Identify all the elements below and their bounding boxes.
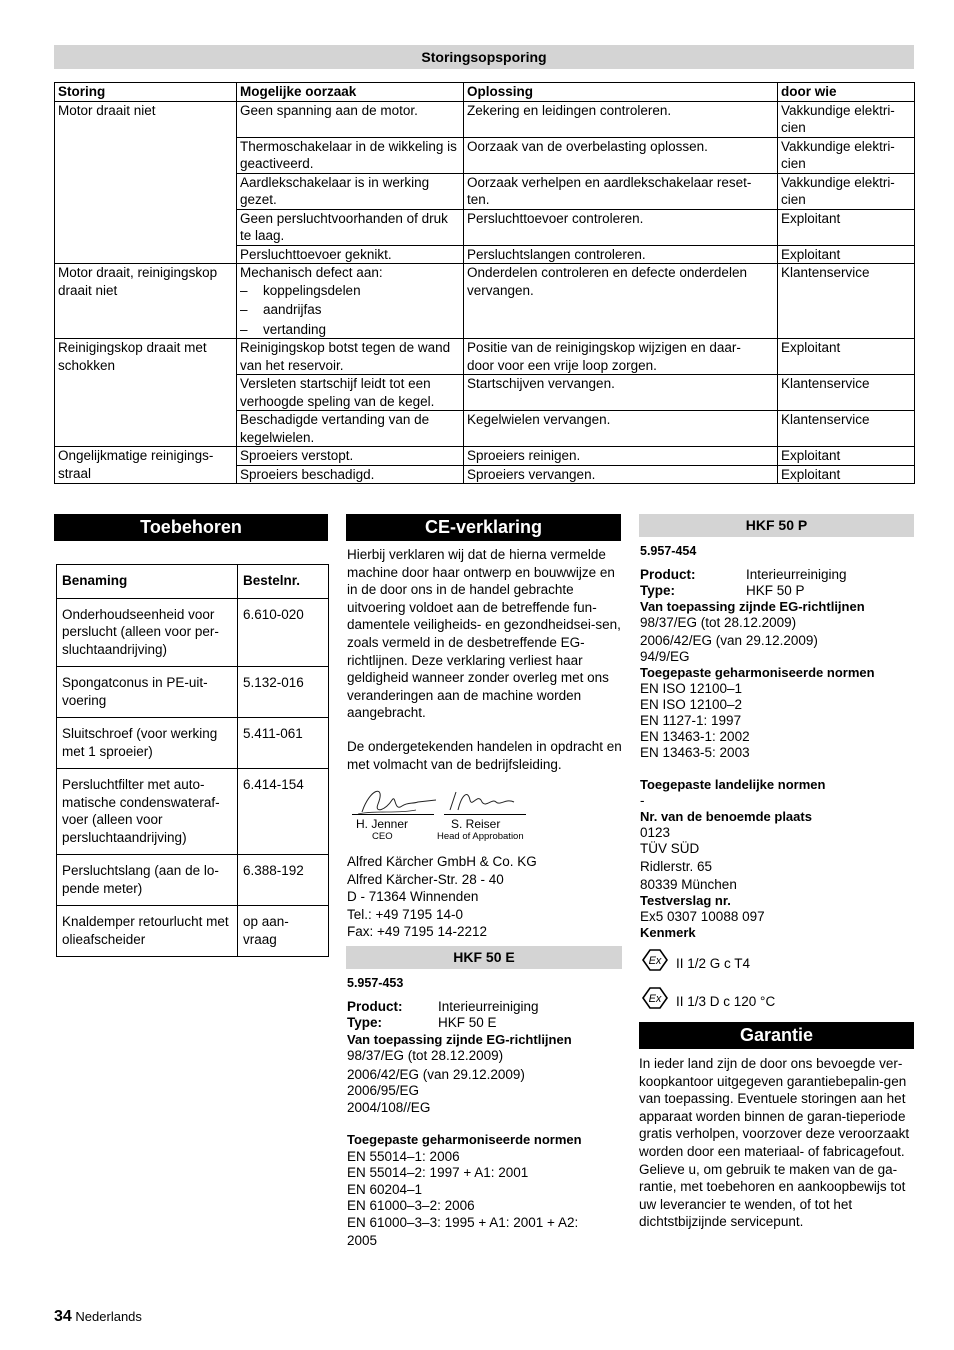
cause-text: Geen persluchtvoorhanden of druk te laag. — [240, 210, 448, 243]
cause-cell — [237, 375, 464, 411]
accessory-name: Persluchtfilter met auto- matische condenswateraf- voer (alleen voor persluchtaandrijving) — [57, 769, 238, 855]
remedy-cell: Kegelwielen vervangen. — [464, 411, 778, 447]
table-row — [55, 339, 915, 375]
ce-column — [347, 546, 622, 773]
footer-language: Nederlands — [75, 1309, 142, 1324]
list-item — [240, 301, 460, 319]
hkf50p-national-label: Toegepaste landelijke normen — [640, 777, 826, 792]
hkf50p-mark-label: Kenmerk — [640, 925, 696, 940]
notified-body-line: Ridlerstr. 65 — [640, 859, 713, 874]
by-cell: Exploitant — [778, 209, 915, 245]
table-row — [55, 447, 915, 466]
address-line: Fax: +49 7195 14-2212 — [347, 924, 487, 940]
cause-cell — [237, 264, 464, 339]
remedy-cell: Oorzaak van de overbelasting oplossen. — [464, 137, 778, 173]
hkf50p-product: Interieurreiniging — [746, 567, 847, 582]
accessory-name: Knaldemper retourlucht met olieafscheider — [57, 906, 238, 957]
warranty-text-claim: Gelieve u, om gebruik te maken van de ga-rantie, met toebehoren en aankoopbewijs tot uw leverancier te wenden, of tot het dichtstbijzijnde servicepunt. — [639, 1161, 906, 1230]
by-cell: Klantenservice — [778, 264, 915, 339]
norm-item: EN 61000–3–2: 2006 — [347, 1198, 475, 1213]
remedy-cell: Startschijven vervangen. — [464, 375, 778, 411]
table-header-row — [57, 565, 329, 599]
table-row — [55, 264, 915, 339]
cause-cell — [237, 465, 464, 484]
hkf50e-norms-label: Toegepaste geharmoniseerde normen — [347, 1132, 582, 1147]
ce-declaration-text: Hierbij verklaren wij dat de hierna vermelde machine door haar ontwerp en bouwwijze en in de door ons in de handel gebrachte uitvoering voldoet aan de betreffende fun-damentele veiligheids- en gezondheidsei-sen, zoals vermeld in de desbetreffende EG-richtlijnen. Deze verklaring verliest haar geldigheid wanneer zonder overleg met ons veranderingen aan de machine worden aangebracht. — [347, 547, 621, 721]
accessory-number: 5.132-016 — [238, 667, 329, 718]
header-fault: Storing — [55, 83, 237, 102]
accessory-name: Spongatconus in PE-uit- voering — [57, 667, 238, 718]
norm-item: EN ISO 12100–1 — [640, 681, 743, 696]
hkf50p-report: Ex5 0307 10088 097 — [640, 909, 765, 924]
cause-text: Thermoschakelaar in de wikkeling is geactiveerd. — [240, 138, 457, 171]
hkf50p-directives-label: Van toepassing zijnde EG-richtlijnen — [640, 599, 865, 614]
notified-body-line: 80339 München — [640, 877, 737, 892]
norm-item: EN 55014–1: 2006 — [347, 1148, 460, 1164]
by-cell: Exploitant — [778, 339, 915, 375]
ex-mark-icon — [640, 948, 670, 972]
norm-item: EN 1127-1: 1997 — [640, 713, 742, 728]
cause-cell — [237, 101, 464, 137]
remedy-cell: Onderdelen controleren en defecte onderdelen vervangen. — [464, 264, 778, 339]
header-order-number: Bestelnr. — [238, 565, 329, 599]
hkf50p-column — [640, 543, 914, 1010]
signature-jenner-role: CEO — [372, 831, 393, 842]
header-cause: Mogelijke oorzaak — [237, 83, 464, 102]
ex-mark-icon — [640, 986, 670, 1010]
hkf50p-number: 5.957-454 — [640, 544, 697, 558]
hkf50e-type: HKF 50 E — [438, 1015, 497, 1030]
hkf50e-banner — [346, 946, 622, 969]
directive-item: 2006/42/EG (van 29.12.2009) — [347, 1066, 525, 1082]
directive-item: 2006/42/EG (van 29.12.2009) — [640, 633, 818, 648]
cause-cell — [237, 339, 464, 375]
ex-mark-text: II 1/2 G c T4 — [676, 956, 751, 971]
notified-body-line: 0123 — [640, 825, 671, 840]
cause-cell — [237, 447, 464, 466]
hkf50p-type: HKF 50 P — [746, 583, 805, 598]
dash-bullet: – — [240, 282, 248, 298]
accessories-banner — [54, 514, 328, 541]
table-row — [57, 598, 329, 667]
by-cell: Exploitant — [778, 465, 915, 484]
table-header-row — [55, 83, 915, 102]
troubleshooting-banner — [54, 45, 914, 69]
cause-text: Geen spanning aan de motor. — [240, 102, 418, 118]
table-row — [57, 855, 329, 906]
directive-item: 94/9/EG — [640, 649, 690, 664]
hkf50p-norms-label: Toegepaste geharmoniseerde normen — [640, 665, 875, 680]
warranty-column — [639, 1055, 915, 1231]
norm-item: EN ISO 12100–2 — [640, 697, 743, 712]
fault-cell: Ongelijkmatige reinigings- straal — [55, 447, 237, 484]
list-item — [240, 321, 460, 339]
norm-item: EN 13463-1: 2002 — [640, 729, 750, 744]
warranty-banner — [639, 1022, 914, 1049]
svg-text:Ex: Ex — [648, 993, 662, 1005]
signature-reiser-name: S. Reiser — [451, 817, 501, 831]
hkf50e-type-label: Type: — [347, 1015, 383, 1030]
ex-mark-text: II 1/3 D c 120 °C — [676, 994, 776, 1009]
address-line: Tel.: +49 7195 14-0 — [347, 906, 463, 922]
accessory-name: Persluchtslang (aan de lo- pende meter) — [57, 855, 238, 906]
remedy-cell: Positie van de reinigingskop wijzigen en daar- door voor een vrije loop zorgen. — [464, 339, 778, 375]
signature-block — [352, 784, 532, 844]
remedy-cell: Zekering en leidingen controleren. — [464, 101, 778, 137]
by-cell: Vakkundige elektri- cien — [778, 101, 915, 137]
norm-item: EN 61000–3–3: 1995 + A1: 2001 + A2: — [347, 1214, 579, 1230]
table-row — [57, 906, 329, 957]
remedy-cell: Sproeiers reinigen. — [464, 447, 778, 466]
list-item — [240, 282, 460, 300]
by-cell: Exploitant — [778, 245, 915, 264]
hkf50p-product-label: Product: — [640, 567, 696, 582]
remedy-cell: Persluchttoevoer controleren. — [464, 209, 778, 245]
header-by: door wie — [778, 83, 915, 102]
cause-text: Versleten startschijf leidt tot een verhoogde speling van de kegel. — [240, 376, 435, 409]
ce-title: CE-verklaring — [424, 517, 543, 537]
hkf50p-banner — [639, 514, 914, 537]
accessory-number: 5.411-061 — [238, 718, 329, 769]
cause-text: Reinigingskop botst tegen de wand van het reservoir. — [240, 340, 451, 373]
cause-text: Sproeiers verstopt. — [240, 448, 354, 463]
remedy-cell: Sproeiers vervangen. — [464, 465, 778, 484]
by-cell: Exploitant — [778, 447, 915, 466]
accessory-name: Onderhoudseenheid voor perslucht (alleen voor per- sluchtaandrijving) — [57, 598, 238, 667]
directive-item: 98/37/EG (tot 28.12.2009) — [640, 615, 797, 630]
hkf50p-type-label: Type: — [640, 583, 676, 598]
remedy-cell: Persluchtslangen controleren. — [464, 245, 778, 264]
accessories-body — [57, 598, 329, 957]
accessory-number: 6.610-020 — [238, 598, 329, 667]
cause-text: Beschadigde vertanding van de kegelwielen. — [240, 412, 430, 445]
cause-text: Sproeiers beschadigd. — [240, 466, 375, 482]
signature-jenner-name: H. Jenner — [356, 817, 409, 831]
cause-text: Aardlekschakelaar is in werking gezet. — [240, 174, 430, 207]
accessory-number: op aan- vraag — [238, 906, 329, 957]
warranty-title: Garantie — [739, 1025, 814, 1045]
accessories-table — [56, 564, 329, 957]
header-name: Benaming — [57, 565, 238, 599]
warranty-text: In ieder land zijn de door ons bevoegde ver-koopkantoor uitgegeven garantiebepalin-gen van toepassing. Eventuele storingen aan het apparaat worden binnen de garan-tieperiode gratis verholpen, voorzover deze veroorzaakt worden door een materiaal- of fabricagefout. — [639, 1056, 910, 1159]
cause-cell — [237, 173, 464, 209]
remedy-cell: Oorzaak verhelpen en aardlekschakelaar reset- ten. — [464, 173, 778, 209]
cause-text: Persluchttoevoer geknikt. — [240, 246, 392, 262]
cause-text: Mechanisch defect aan: — [240, 265, 383, 280]
table-row — [57, 667, 329, 718]
cause-list — [240, 282, 460, 339]
directive-item: 2004/108//EG — [347, 1099, 431, 1115]
notified-body-line: TÜV SÜD — [640, 841, 700, 856]
by-cell: Vakkundige elektri- cien — [778, 173, 915, 209]
hkf50e-directives-label: Van toepassing zijnde EG-richtlijnen — [347, 1031, 572, 1047]
troubleshooting-body — [55, 101, 915, 484]
ce-banner — [346, 514, 621, 541]
address-line: Alfred Kärcher GmbH & Co. KG — [347, 854, 537, 869]
address-line: D - 71364 Winnenden — [347, 889, 479, 905]
hkf50p-report-label: Testverslag nr. — [640, 893, 731, 908]
cause-cell — [237, 245, 464, 264]
fault-cell: Motor draait, reinigingskop draait niet — [55, 264, 237, 339]
table-row — [57, 769, 329, 855]
page-footer — [54, 1308, 142, 1326]
hkf50e-title: HKF 50 E — [453, 949, 515, 965]
header-remedy: Oplossing — [464, 83, 778, 102]
by-cell: Klantenservice — [778, 411, 915, 447]
fault-cell: Motor draait niet — [55, 101, 237, 264]
list-item-text: koppelingsdelen — [263, 282, 361, 298]
norm-item: EN 60204–1 — [347, 1181, 423, 1197]
table-row — [55, 101, 915, 137]
list-item-text: vertanding — [263, 321, 327, 337]
cause-cell — [237, 137, 464, 173]
table-row — [57, 718, 329, 769]
signature-reiser-role: Head of Approbation — [437, 831, 524, 842]
cause-cell — [237, 209, 464, 245]
hkf50e-column — [347, 975, 622, 1250]
troubleshooting-table — [54, 82, 915, 484]
dash-bullet: – — [240, 302, 248, 317]
directive-item: 98/37/EG (tot 28.12.2009) — [347, 1048, 504, 1063]
hkf50e-product-label: Product: — [347, 998, 403, 1014]
hkf50e-number: 5.957-453 — [347, 976, 404, 990]
accessory-number: 6.414-154 — [238, 769, 329, 855]
norm-item: 2005 — [347, 1233, 378, 1248]
hkf50p-title: HKF 50 P — [745, 517, 808, 533]
list-item-text: aandrijfas — [263, 302, 322, 317]
hkf50e-product: Interieurreiniging — [438, 998, 539, 1014]
by-cell: Vakkundige elektri- cien — [778, 137, 915, 173]
fault-cell: Reinigingskop draait met schokken — [55, 339, 237, 447]
svg-text:Ex: Ex — [648, 955, 662, 967]
ce-address — [347, 853, 622, 941]
address-line: Alfred Kärcher-Str. 28 - 40 — [347, 871, 504, 887]
dash-bullet: – — [240, 321, 248, 337]
norm-item: EN 13463-5: 2003 — [640, 745, 750, 760]
directive-item: 2006/95/EG — [347, 1083, 420, 1098]
hkf50p-national: - — [640, 793, 645, 808]
cause-cell — [237, 411, 464, 447]
page-number: 34 — [54, 1308, 72, 1325]
ce-authority-text: De ondergetekenden handelen in opdracht en met volmacht van de bedrijfsleiding. — [347, 738, 622, 772]
accessory-number: 6.388-192 — [238, 855, 329, 906]
troubleshooting-title: Storingsopsporing — [421, 49, 547, 65]
hkf50p-body-label: Nr. van de benoemde plaats — [640, 809, 812, 824]
norm-item: EN 55014–2: 1997 + A1: 2001 — [347, 1165, 529, 1180]
by-cell: Klantenservice — [778, 375, 915, 411]
accessory-name: Sluitschroef (voor werking met 1 sproeier) — [57, 718, 238, 769]
accessories-title: Toebehoren — [140, 517, 242, 537]
